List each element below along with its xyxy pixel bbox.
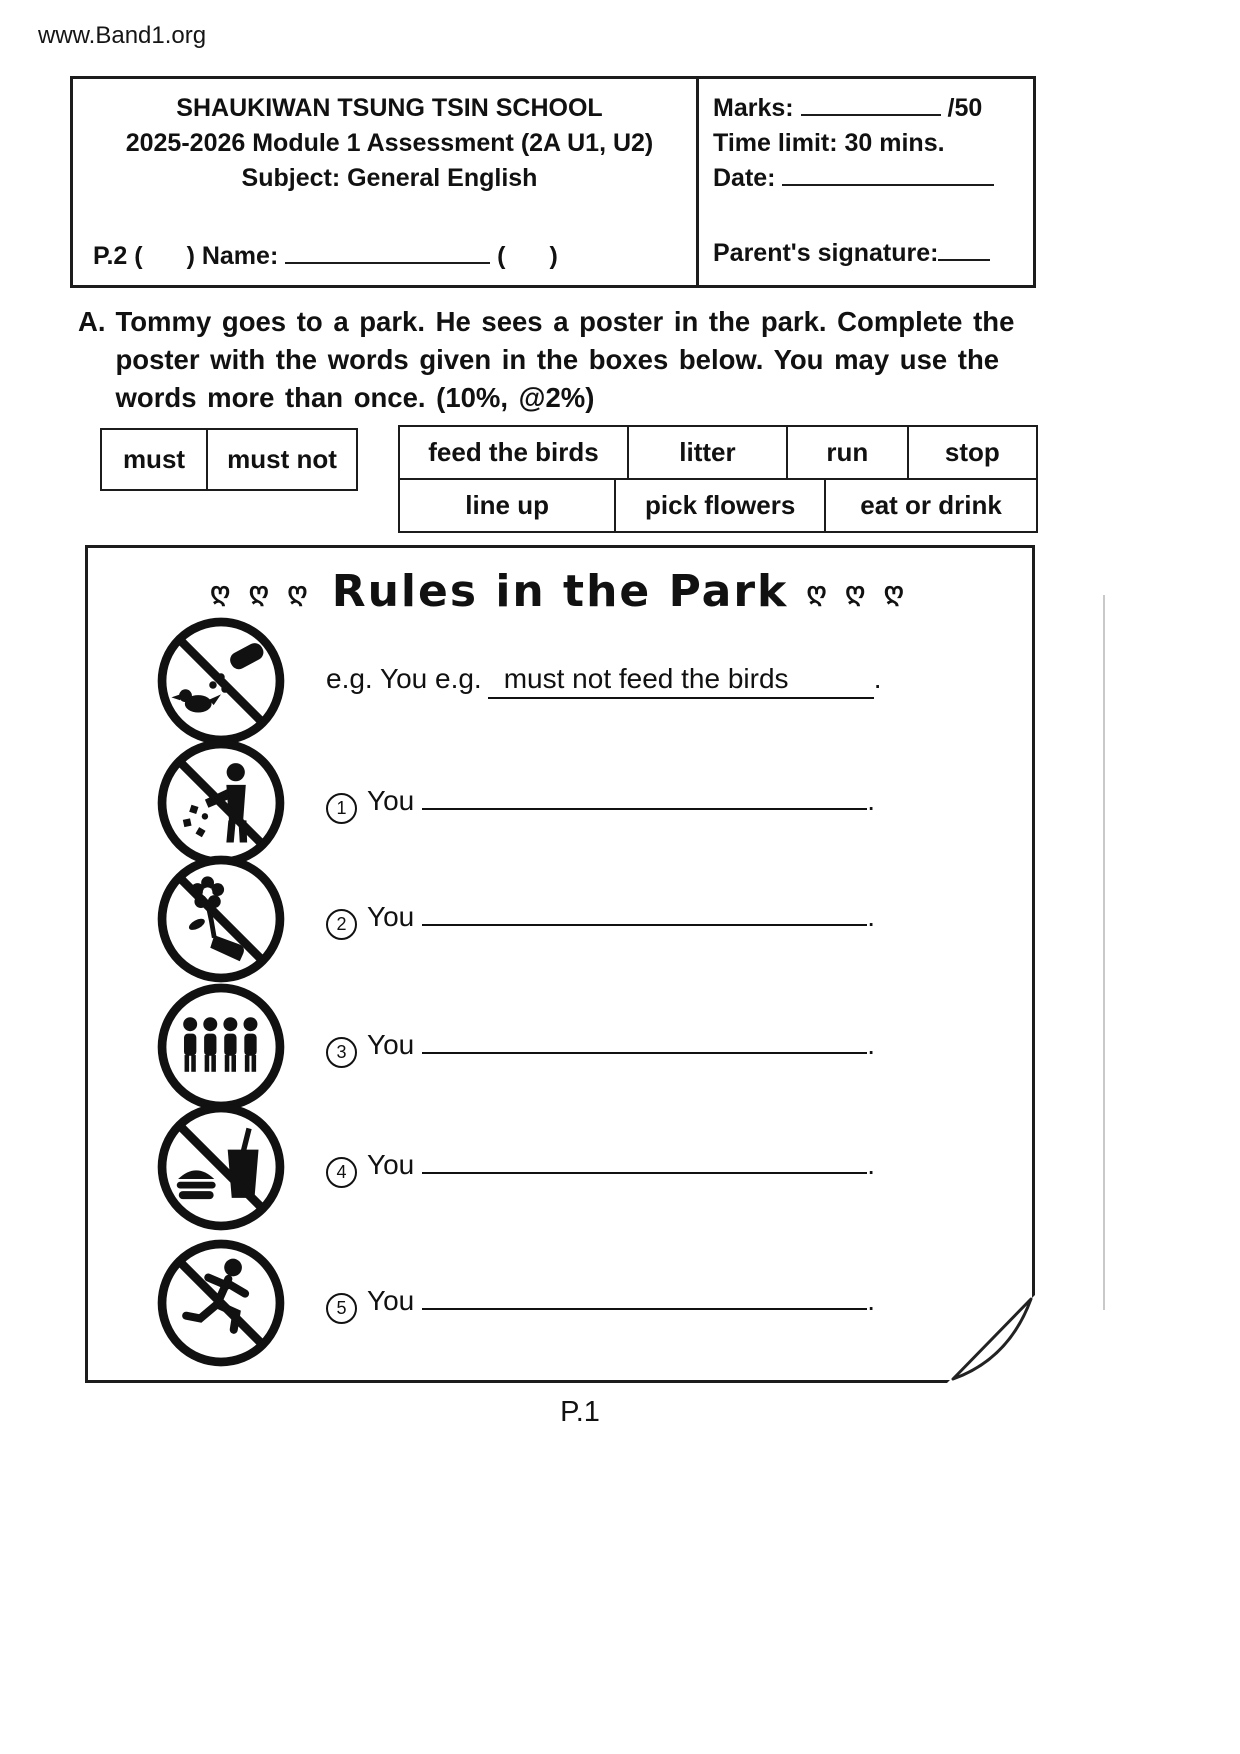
word-cell-must-not: must not — [227, 444, 337, 474]
rule-row-4 — [154, 1100, 875, 1234]
decor-swirls-left: ღ ღ ღ — [210, 578, 314, 606]
rule-sentence-3 — [326, 1026, 875, 1068]
no-running-icon — [154, 1236, 288, 1370]
period-1: . — [867, 785, 876, 816]
rule-sentence-2 — [326, 898, 875, 940]
rule-row-5 — [154, 1236, 875, 1370]
rule-pronoun-4: You — [367, 1149, 415, 1180]
page-curl — [947, 1295, 1035, 1383]
date-underline — [782, 162, 994, 186]
no-picking-flowers-icon — [154, 852, 288, 986]
verb-row-1 — [400, 427, 1036, 480]
period-3: . — [867, 1029, 876, 1060]
no-eating-or-drinking-icon — [154, 1100, 288, 1234]
school-name: SHAUKIWAN TSUNG TSIN SCHOOL — [176, 94, 603, 122]
marks-line — [713, 91, 1021, 126]
time-limit-line: Time limit: 30 mins. — [713, 129, 945, 157]
section-a — [78, 303, 1028, 417]
name-underline — [285, 240, 490, 264]
line-up-icon — [154, 980, 288, 1114]
rule-row-1 — [154, 736, 875, 870]
section-a-label: A. — [78, 306, 106, 337]
poster-title-row — [88, 566, 1032, 617]
period-4: . — [867, 1149, 876, 1180]
word-cell-line-up: line up — [400, 480, 616, 531]
page-number: P.1 — [560, 1396, 600, 1428]
subject-line: Subject: General English — [241, 164, 538, 192]
answer-blank-3 — [422, 1026, 867, 1054]
scan-artifact-line — [1103, 595, 1105, 1310]
word-box-modals — [100, 428, 358, 491]
parent-signature-label: Parent's signature: — [713, 239, 939, 267]
header-right-column — [699, 79, 1033, 285]
rule-sentence-5 — [326, 1282, 875, 1324]
class-prefix: P.2 ( — [93, 242, 143, 270]
circled-number-5: 5 — [326, 1293, 357, 1324]
rule-row-2 — [154, 852, 875, 986]
answer-blank-2 — [422, 898, 867, 926]
rule-row-example — [154, 614, 882, 748]
rule-sentence-4 — [326, 1146, 875, 1188]
example-answer: must not feed the birds — [488, 663, 874, 699]
assessment-title: 2025-2026 Module 1 Assessment (2A U1, U2) — [125, 129, 654, 157]
period-2: . — [867, 901, 876, 932]
circled-number-3: 3 — [326, 1037, 357, 1068]
header-box — [70, 76, 1036, 288]
rule-pronoun-2: You — [367, 901, 415, 932]
parent-signature-line — [713, 236, 1021, 277]
rules-poster — [85, 545, 1035, 1383]
word-cell-pick-flowers: pick flowers — [616, 480, 826, 531]
word-cell-stop: stop — [944, 437, 1000, 467]
class-name-line — [93, 240, 686, 277]
example-prefix: e.g. You e.g. — [326, 663, 482, 694]
no-feeding-birds-icon — [154, 614, 288, 748]
example-sentence — [326, 663, 882, 699]
rule-pronoun-3: You — [367, 1029, 415, 1060]
marks-underline — [801, 92, 941, 116]
poster-title: Rules in the Park — [331, 566, 789, 617]
word-cell-eat-or-drink: eat or drink — [860, 490, 1002, 520]
rule-sentence-1 — [326, 782, 875, 824]
word-cell-must: must — [102, 430, 208, 489]
word-cell-feed-the-birds: feed the birds — [400, 427, 629, 478]
circled-number-1: 1 — [326, 793, 357, 824]
answer-blank-1 — [422, 782, 867, 810]
decor-swirls-right: ღ ღ ღ — [806, 578, 910, 606]
date-line — [713, 161, 1021, 196]
no-littering-icon — [154, 736, 288, 870]
circled-number-4: 4 — [326, 1157, 357, 1188]
answer-blank-5 — [422, 1282, 867, 1310]
word-cell-run: run — [788, 427, 909, 478]
header-left-column — [73, 79, 699, 285]
section-a-instructions: Tommy goes to a park. He sees a poster in the park. Complete the poster with the words given in the boxes below. You may use the words more than once. (10%, @2%) — [115, 306, 1015, 413]
marks-total: /50 — [947, 94, 983, 122]
rule-pronoun-1: You — [367, 785, 415, 816]
word-box-verbs — [398, 425, 1038, 533]
period-5: . — [867, 1285, 876, 1316]
paren-close: ) — [549, 242, 558, 270]
paren-open: ( — [497, 242, 506, 270]
marks-label: Marks: — [713, 94, 794, 122]
example-period: . — [873, 663, 882, 694]
verb-row-2 — [400, 480, 1036, 531]
answer-blank-4 — [422, 1146, 867, 1174]
rule-pronoun-5: You — [367, 1285, 415, 1316]
rule-row-3 — [154, 980, 875, 1114]
date-label: Date: — [713, 164, 776, 192]
parent-signature-underline — [938, 237, 990, 261]
name-label: ) Name: — [186, 242, 279, 270]
circled-number-2: 2 — [326, 909, 357, 940]
word-cell-litter: litter — [629, 427, 788, 478]
watermark: www.Band1.org — [38, 22, 207, 49]
